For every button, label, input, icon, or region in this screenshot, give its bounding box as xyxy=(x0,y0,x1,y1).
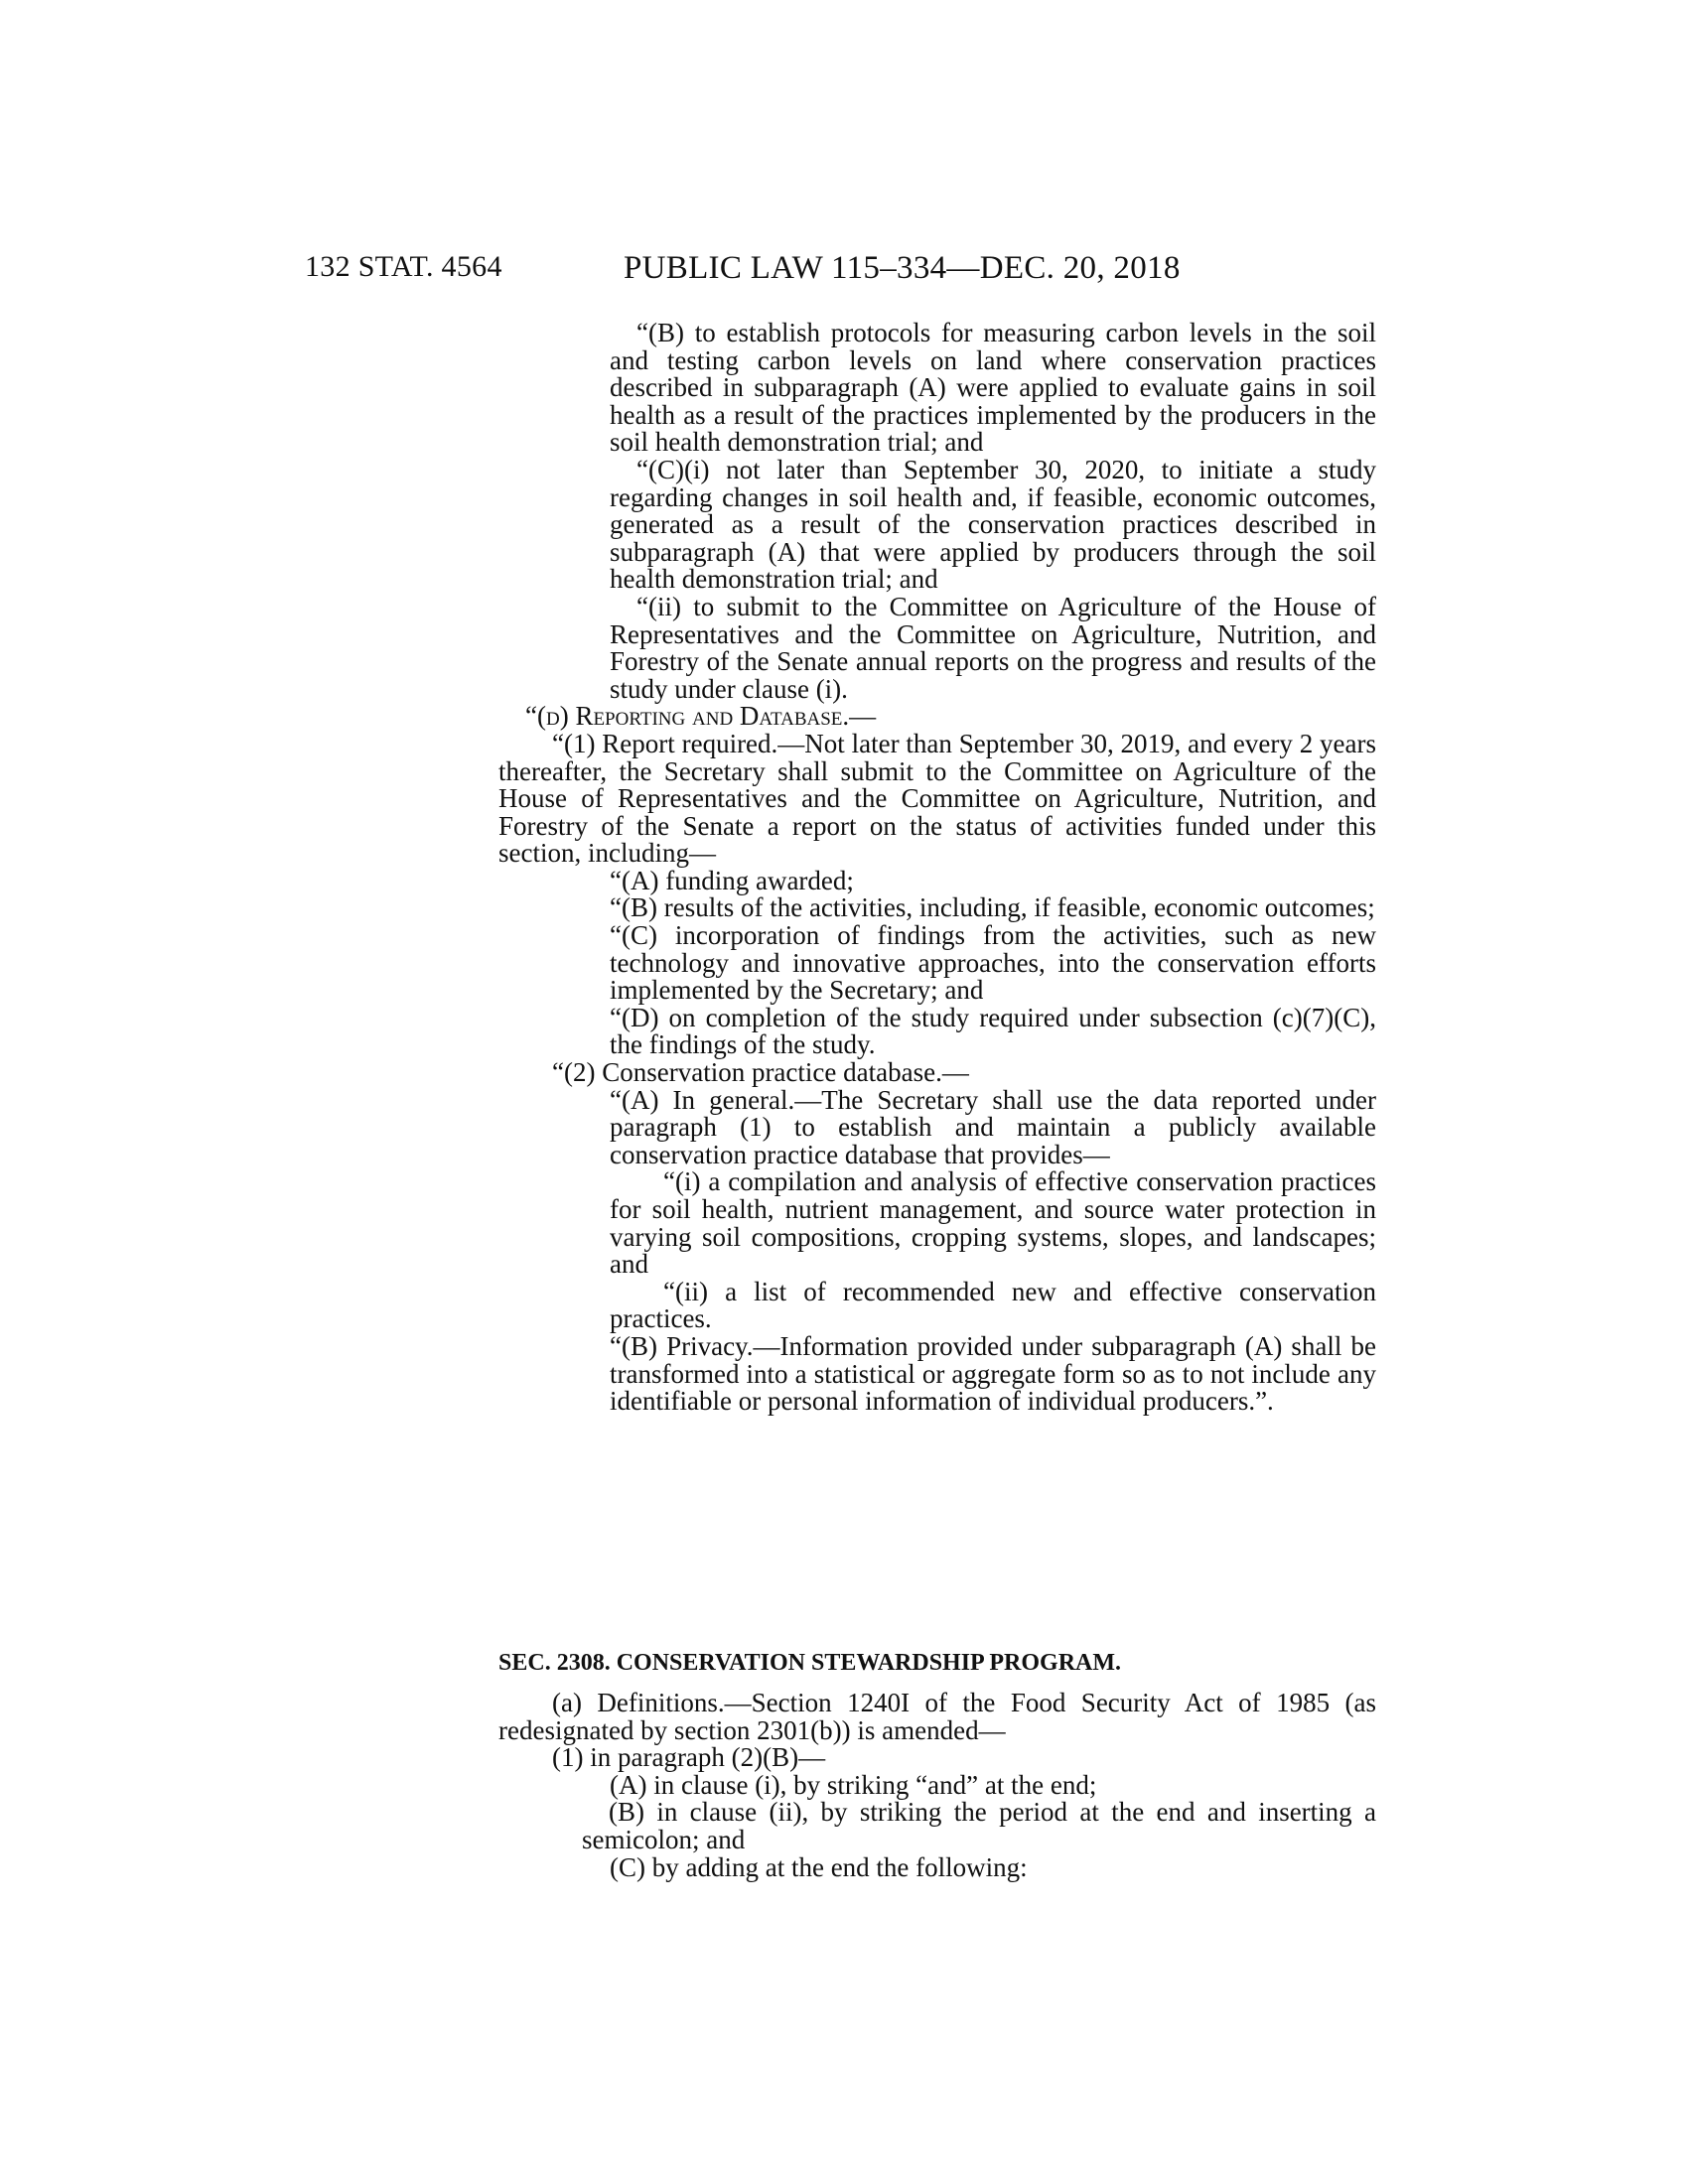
item-c-incorporation: “(C) incorporation of findings from the activities, such as new technology and innovative approaches, into the conservation efforts implemented by the Secretary; and xyxy=(610,920,1376,1006)
subparagraph-c-adding: (C) by adding at the end the following: xyxy=(610,1851,1028,1882)
clause-ii-list: “(ii) a list of recommended new and effective conservation practices. xyxy=(610,1276,1376,1334)
paragraph-b-protocols: “(B) to establish protocols for measuring carbon levels in the soil and testing carbon levels on land where conservation practices described in subparagraph (A) were applied to evaluate gains in soil health as a result of the practices implemented by the producers in the soil health demonstration trial; and xyxy=(610,318,1376,458)
item-b-results: “(B) results of the activities, including, if feasible, economic outcomes; xyxy=(610,892,1375,923)
subparagraph-a-clause-i: (A) in clause (i), by striking “and” at the end; xyxy=(610,1769,1097,1800)
paragraph-2-database-heading: “(2) Conservation practice database.— xyxy=(552,1057,969,1088)
paragraph-c-i-study: “(C)(i) not later than September 30, 2020, to initiate a study regarding changes in soil health and, if feasible, economic outcomes, generated as a result of the conservation practices described in subparagraph (A) that were applied by producers through the soil health demonstration trial; and xyxy=(610,454,1376,595)
paragraph-c-ii-submit: “(ii) to submit to the Committee on Agriculture of the House of Representatives and the Committee on Agriculture, Nutrition, and Forestry of the Senate annual reports on the progress and results of the study under clause (i). xyxy=(610,591,1376,704)
subparagraph-b-clause-ii: (B) in clause (ii), by striking the period at the end and inserting a semicolon; and xyxy=(582,1797,1376,1854)
item-a-in-general: “(A) In general.—The Secretary shall use the data reported under paragraph (1) to establish and maintain a publicly available conservation practice database that provides— xyxy=(610,1084,1376,1169)
item-a-funding: “(A) funding awarded; xyxy=(610,865,854,895)
document-body xyxy=(498,320,1376,1416)
clause-i-compilation: “(i) a compilation and analysis of effective conservation practices for soil health, nutrient management, and source water protection in varying soil compositions, cropping systems, slopes, and landscapes; and xyxy=(610,1166,1376,1280)
subsection-d-heading: “(d) Reporting and Database.— xyxy=(525,701,877,732)
section-body xyxy=(498,1690,1376,1881)
subsection-a-definitions: (a) Definitions.—Section 1240I of the Food Security Act of 1985 (as redesignated by section 2301(b)) is amended— xyxy=(498,1688,1376,1745)
item-b-privacy: “(B) Privacy.—Information provided under subparagraph (A) shall be transformed into a statistical or aggregate form so as to not include any identifiable or personal information of individual producers.”. xyxy=(610,1330,1376,1417)
paragraph-1-report-required: “(1) Report required.—Not later than September 30, 2019, and every 2 years thereafter, the Secretary shall submit to the Committee on Agriculture of the House of Representatives and the Committee on Agriculture, Nutrition, and Forestry of the Senate a report on the status of activities funded under this section, including— xyxy=(498,728,1376,869)
statute-page-number: 132 STAT. 4564 xyxy=(305,250,502,283)
section-heading: SEC. 2308. CONSERVATION STEWARDSHIP PROGRAM. xyxy=(498,1650,1122,1676)
page-header-title: PUBLIC LAW 115–334—DEC. 20, 2018 xyxy=(624,250,1181,286)
item-d-completion: “(D) on completion of the study required under subsection (c)(7)(C), the findings of the study. xyxy=(610,1002,1376,1060)
paragraph-1-in-paragraph: (1) in paragraph (2)(B)— xyxy=(552,1742,826,1773)
